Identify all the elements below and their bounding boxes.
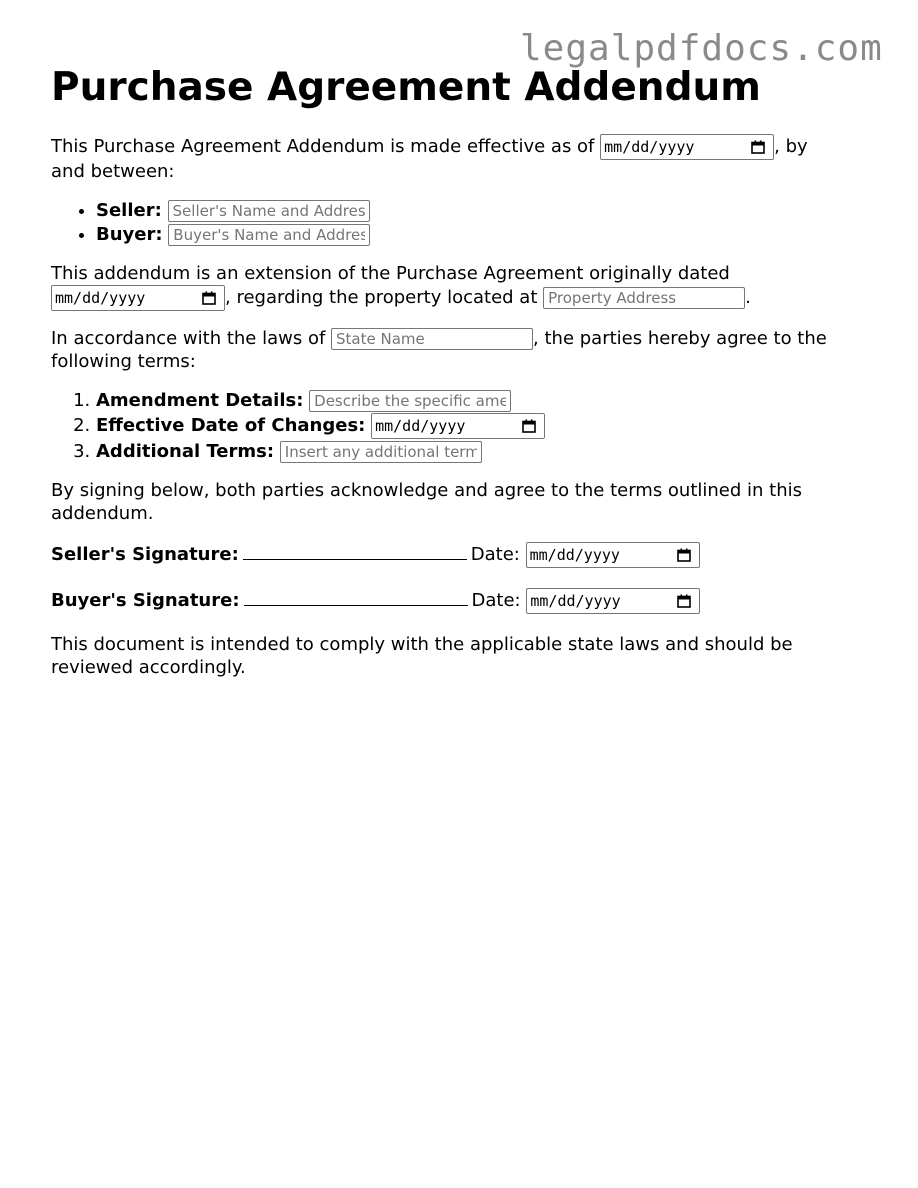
buyer-signature-label: Buyer's Signature: (51, 590, 240, 611)
terms-list (51, 389, 841, 463)
seller-label: Seller: (96, 200, 162, 221)
amendment-details-input[interactable] (309, 390, 511, 412)
extension-text-middle: , regarding the property located at (225, 287, 538, 308)
acknowledge-paragraph: By signing below, both parties acknowledge and agree to the terms outlined in this addendum. (51, 480, 803, 524)
calendar-icon (751, 140, 765, 154)
watermark: legalpdfdocs.com (520, 28, 883, 69)
calendar-icon (677, 548, 691, 562)
footer-paragraph: This document is intended to comply with the applicable state laws and should be reviewed accordingly. (51, 634, 793, 678)
buyer-label: Buyer: (96, 224, 163, 245)
state-name-input[interactable] (331, 328, 533, 350)
laws-paragraph (51, 327, 841, 373)
seller-signature-line[interactable] (243, 541, 467, 560)
laws-text: In accordance with the laws of (51, 328, 326, 349)
list-item (96, 223, 841, 246)
parties-list (51, 199, 841, 246)
property-address-input[interactable] (543, 287, 745, 309)
seller-date-input[interactable] (526, 542, 700, 568)
list-item (96, 389, 841, 412)
seller-signature-label: Seller's Signature: (51, 544, 239, 565)
effective-date-changes-label: Effective Date of Changes: (96, 415, 366, 436)
laws-text-after: , the parties hereby agree to the following terms: (51, 328, 827, 372)
extension-text: This addendum is an extension of the Purchase Agreement originally dated (51, 263, 730, 284)
document-body (51, 64, 841, 695)
date-placeholder: mm/dd/yyyy (604, 137, 695, 156)
original-date-input[interactable] (51, 285, 225, 311)
amendment-details-label: Amendment Details: (96, 390, 304, 411)
buyer-input[interactable] (168, 224, 370, 246)
extension-paragraph (51, 262, 841, 311)
date-label: Date: (470, 544, 520, 565)
date-placeholder: mm/dd/yyyy (530, 591, 621, 610)
page-title: Purchase Agreement Addendum (51, 65, 761, 110)
calendar-icon (677, 594, 691, 608)
seller-signature-row (51, 541, 841, 568)
buyer-signature-line[interactable] (244, 587, 468, 606)
effective-date-input[interactable] (600, 134, 774, 160)
seller-input[interactable] (168, 200, 370, 222)
date-label: Date: (471, 590, 521, 611)
buyer-signature-row (51, 587, 841, 614)
effective-date-changes-input[interactable] (371, 413, 545, 439)
list-item (96, 440, 841, 463)
intro-paragraph (51, 134, 841, 183)
list-item (96, 199, 841, 222)
date-placeholder: mm/dd/yyyy (55, 288, 146, 307)
calendar-icon (202, 291, 216, 305)
intro-text-after: , by and between: (51, 136, 808, 182)
buyer-date-input[interactable] (526, 588, 700, 614)
date-placeholder: mm/dd/yyyy (375, 416, 466, 435)
additional-terms-input[interactable] (280, 441, 482, 463)
date-placeholder: mm/dd/yyyy (529, 545, 620, 564)
list-item (96, 413, 841, 439)
intro-text: This Purchase Agreement Addendum is made effective as of (51, 136, 595, 157)
calendar-icon (522, 419, 536, 433)
additional-terms-label: Additional Terms: (96, 441, 275, 462)
extension-text-after: . (745, 287, 751, 308)
